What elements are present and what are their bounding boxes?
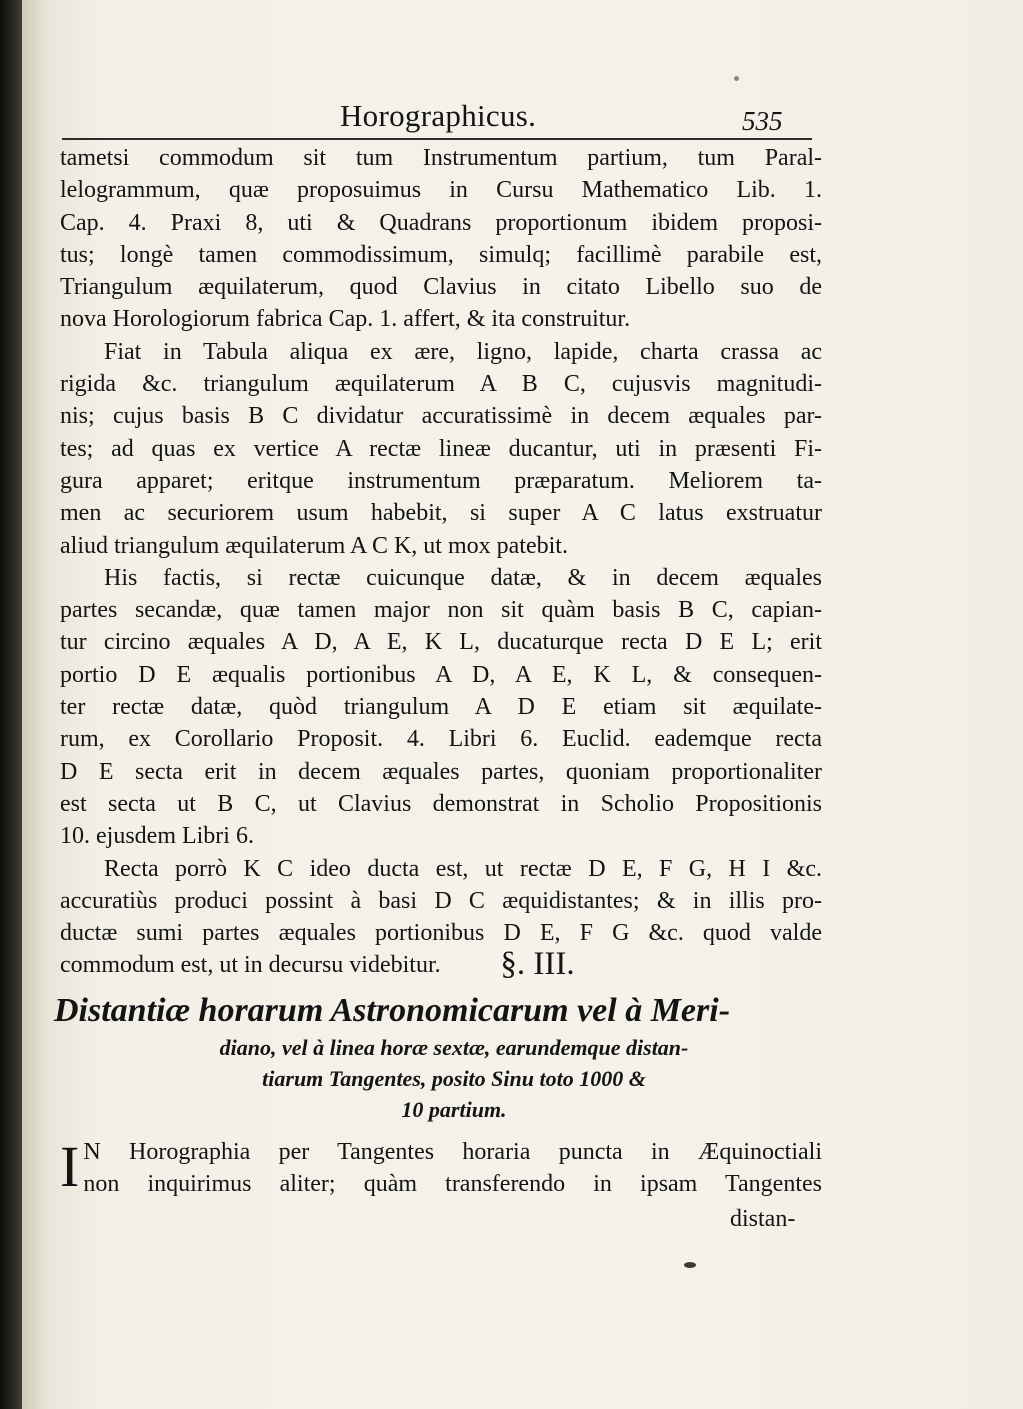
text-line: His factis, si rectæ cuicunque datæ, & in decem æquales [104,564,822,591]
text-line: non inquirimus aliter; quàm transferendo in ipsam Tangentes [83,1171,822,1197]
page-number: 535 [742,106,783,136]
text-line: Fiat in Tabula aliqua ex ære, ligno, lapide, charta crassa ac [104,338,822,365]
text-line: tur circino æquales A D, A E, K L, ducaturque recta D E L; erit [60,629,822,656]
text-line: Cap. 4. Praxi 8, uti & Quadrans proportionum ibidem proposi- [60,209,822,236]
text-line: 10. ejusdem Libri 6. [60,823,254,850]
running-head: Horographicus. [340,98,537,133]
ink-speck [734,76,739,81]
section-title-line: diano, vel à linea horæ sextæ, earundemque distan- [219,1035,689,1060]
section-title-line: 10 partium. [401,1097,507,1122]
text-line: nova Horologiorum fabrica Cap. 1. affert, & ita construitur. [60,306,631,333]
drop-cap: I [60,1134,80,1199]
paragraph-3 [60,562,822,853]
text-line: aliud triangulum æquilaterum A C K, ut mox patebit. [60,532,568,559]
body-text [60,142,822,982]
section-title [54,990,824,1125]
text-line: Recta porrò K C ideo ducta est, ut rectæ D E, F G, H I &c. [104,855,822,882]
text-line: ter rectæ datæ, quòd triangulum A D E etiam sit æquilate- [60,694,822,721]
section-heading: §. III. [500,946,575,982]
section-title-line: tiarum Tangentes, posito Sinu toto 1000 & [262,1066,646,1091]
text-line: Triangulum æquilaterum, quod Clavius in citato Libello suo de [60,274,822,301]
text-line: gura apparet; eritque instrumentum præparatum. Meliorem ta- [60,467,822,494]
ink-blot [684,1262,696,1268]
paragraph-1 [60,142,822,336]
text-line: N Horographia per Tangentes horaria puncta in Æquinoctiali [83,1139,822,1165]
text-line: partes secandæ, quæ tamen major non sit quàm basis B C, capian- [60,597,822,624]
text-line: tes; ad quas ex vertice A rectæ lineæ ducantur, uti in præsenti Fi- [60,435,822,462]
book-page [22,0,1023,1409]
header-rule [62,138,812,140]
text-line: rigida &c. triangulum æquilaterum A B C, cujusvis magnitudi- [60,371,822,398]
text-line: ductæ sumi partes æquales portionibus D E, F G &c. quod valde [60,920,822,947]
text-line: est secta ut B C, ut Clavius demonstrat in Scholio Propositionis [60,790,822,817]
text-line: rum, ex Corollario Proposit. 4. Libri 6. Euclid. eademque recta [60,726,822,753]
closing-paragraph [60,1136,822,1200]
text-line: tametsi commodum sit tum Instrumentum partium, tum Paral- [60,145,822,171]
text-line: lelogrammum, quæ proposuimus in Cursu Mathematico Lib. 1. [60,177,822,204]
section-title-line: Distantiæ horarum Astronomicarum vel à Meri- [54,992,731,1029]
paragraph-2 [60,336,822,562]
text-line: portio D E æqualis portionibus A D, A E, K L, & consequen- [60,661,822,688]
text-line: nis; cujus basis B C dividatur accuratissimè in decem æquales par- [60,403,822,430]
catchword: distan- [730,1206,796,1232]
text-line: accuratiùs produci possint à basi D C æquidistantes; & in illis pro- [60,887,822,914]
text-line: D E secta erit in decem æquales partes, quoniam proportionaliter [60,758,822,785]
text-line: commodum est, ut in decursu videbitur. [60,952,441,979]
text-line: tus; longè tamen commodissimum, simulq; facillimè parabile est, [60,241,822,268]
text-line: men ac securiorem usum habebit, si super A C latus exstruatur [60,500,822,527]
